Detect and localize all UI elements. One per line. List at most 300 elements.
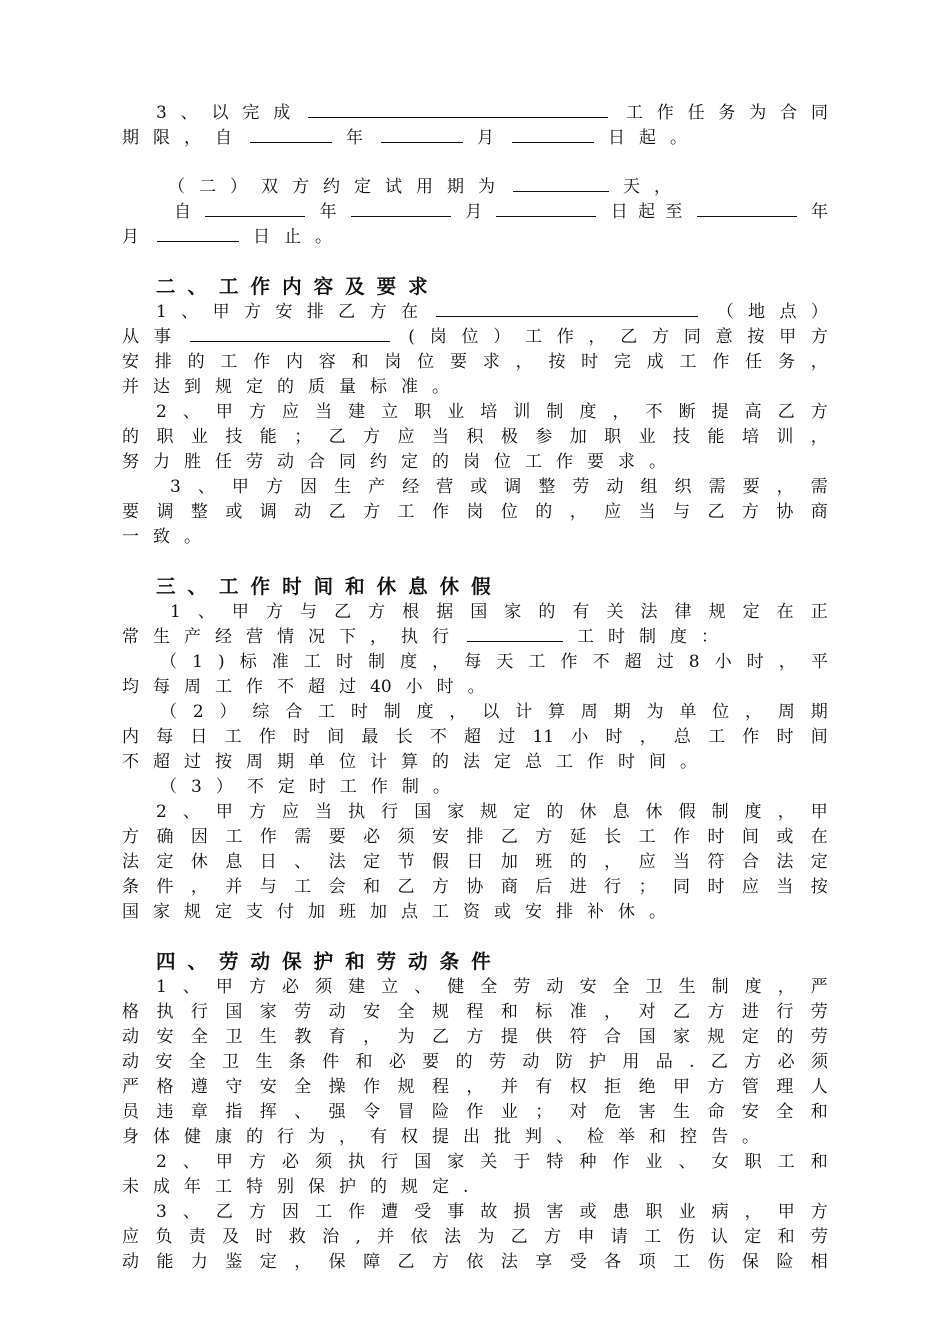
text-char: 、 [182,402,200,422]
text-char: 任 [745,352,763,372]
text-char: 保 [741,1252,759,1272]
text-char: ； [535,1102,553,1122]
document-page [122,98,828,1272]
text-char: 参 [535,427,553,447]
text-char: 作 [258,727,276,747]
text-char: 方 [363,427,381,447]
text-char: 法 [500,1252,518,1272]
text-char: 时 [707,827,725,847]
text-char: 方 [248,1152,266,1172]
text-char: 自 [215,128,232,148]
text-char: 极 [500,427,518,447]
text-char: 会 [328,877,346,897]
text-char: 合 [604,1027,622,1047]
text-char: ， [363,1027,381,1047]
text-char: 质 [308,377,325,397]
text-char: 。 [649,902,666,922]
text-char: 作 [246,677,263,697]
text-char: 与 [673,502,690,522]
text-char: 应 [122,1227,139,1247]
text-char: 算 [547,702,565,722]
text-line [122,972,828,997]
text-char: 地 [748,302,766,322]
fill-in-blank[interactable] [351,198,451,217]
heading-char: 条 [439,950,460,973]
text-line [122,123,828,148]
heading-char: 动 [408,950,428,973]
fill-in-blank[interactable] [512,124,594,143]
text-char: 规 [431,1002,449,1022]
text-char: 动 [122,1252,139,1272]
heading-char: 求 [408,275,428,298]
text-char: ） [810,302,828,322]
text-line [122,372,828,397]
text-char: 管 [741,1077,759,1097]
text-char: 为 [308,1127,325,1147]
text-char: 并 [122,377,139,397]
text-char: 间 [327,727,345,747]
text-char: 责 [188,1227,206,1247]
text-char: 命 [707,1102,725,1122]
text-char: 时 [707,877,725,897]
text-line [122,747,828,772]
text-char: 方 [248,802,266,822]
text-char: 建 [348,402,366,422]
fill-in-blank[interactable] [190,323,390,342]
text-char: 生 [259,1027,277,1047]
text-char: 点 [401,902,418,922]
text-char: 劳 [488,1052,506,1072]
text-char: 内 [122,727,139,747]
text-char: 位 [500,502,518,522]
text-char: 卫 [222,1052,240,1072]
text-char: 符 [569,1027,587,1047]
text-char: 全 [397,1002,415,1022]
text-char: 时 [608,627,625,647]
text-char: 周 [246,752,263,772]
text-char: 成 [153,1177,170,1197]
text-char: 度 [416,702,434,722]
text-char: 到 [184,377,201,397]
text-char: 准 [271,652,289,672]
text-char: 协 [466,877,484,897]
text-char: 各 [604,1252,622,1272]
text-char: . [689,1052,695,1072]
text-char: 工 [525,452,542,472]
text-char: 须 [810,1052,828,1072]
text-char: 积 [466,427,484,447]
text-char: ， [810,427,828,447]
text-char: 损 [513,1202,531,1222]
text-char: 安 [741,1102,759,1122]
text-char: 乙 [397,1252,415,1272]
fill-in-blank[interactable] [308,99,608,118]
text-char: 甲 [673,1077,690,1097]
text-char: 故 [480,1202,498,1222]
text-char: 在 [810,827,828,847]
text-char: 天 [496,652,514,672]
fill-in-blank[interactable] [250,124,332,143]
text-char: 必 [282,1152,300,1172]
text-char: 方 [707,1002,725,1022]
text-char: 康 [215,1127,232,1147]
text-char: 方 [810,402,828,422]
text-char: 意 [715,327,733,347]
text-char: 、 [197,602,215,622]
text-line [122,422,828,447]
text-char: 为 [477,1227,495,1247]
text-char: 超 [308,677,325,697]
text-char: 计 [370,752,387,772]
text-char: 工 [525,327,542,347]
text-char: 、 [294,852,312,872]
text-char: 行 [381,802,399,822]
text-char: 需 [810,477,828,497]
text-char: 乙 [777,402,795,422]
text-char: 、 [294,1102,312,1122]
text-char: 与 [259,877,277,897]
text-char: 甲 [215,977,233,997]
text-char: 在 [776,602,794,622]
text-char: 家 [673,1027,690,1047]
text-char: 按 [548,352,566,372]
fill-in-blank[interactable] [513,173,609,192]
text-char: 甲 [215,802,233,822]
text-char: 事 [447,1202,465,1222]
text-char: 和 [355,1052,373,1072]
text-char: 或 [776,827,794,847]
text-char: 批 [494,1127,511,1147]
text-char: 每 [464,652,482,672]
text-char: 工 [432,902,449,922]
text-char: 工 [577,627,594,647]
heading-char: 时 [282,575,302,598]
heading-char: 工 [219,575,239,598]
text-line [122,622,828,647]
text-char: 调 [156,502,174,522]
text-char: 度 [744,977,762,997]
text-line [122,197,828,222]
text-char: 工 [303,652,321,672]
text-char: 1 [192,652,203,672]
text-char: 险 [431,1102,449,1122]
text-char: 严 [122,1077,139,1097]
text-char: 岗 [466,502,484,522]
text-char: 天 [623,177,640,197]
text-line [122,1122,828,1147]
text-char: 小 [714,652,732,672]
text-char: 应 [282,802,300,822]
text-char: 同 [673,877,690,897]
text-char: 努 [122,452,139,472]
text-char: 二 [199,177,216,197]
text-char: 或 [579,1202,597,1222]
text-char: 控 [680,1127,697,1147]
text-char: 制 [711,802,729,822]
text-char: 时 [255,1227,273,1247]
text-char: 。 [742,1127,759,1147]
text-char: 作 [363,1077,381,1097]
text-char: 件 [322,1052,340,1072]
text-char: 的 [455,1052,473,1072]
text-char: ， [612,402,630,422]
text-char: 根 [402,602,420,622]
text-char: 劳 [572,477,590,497]
text-char: 超 [153,752,170,772]
text-char: 同 [810,103,828,123]
text-char: 全 [190,1027,208,1047]
text-char: ； [638,877,656,897]
text-char: 和 [649,1127,666,1147]
text-char: 家 [447,1152,465,1172]
text-char: （ [160,652,177,672]
text-char: 受 [414,1202,432,1222]
text-char: 期 [122,128,139,148]
text-char: 排 [466,827,484,847]
text-char: 、 [414,977,432,997]
text-char: 以 [482,702,500,722]
text-char: 的 [432,452,449,472]
text-char: 限 [153,128,170,148]
text-char: 3 [191,777,202,797]
text-char: ， [604,852,622,872]
text-char: 节 [397,852,415,872]
text-char: 定 [215,902,232,922]
text-char: 制 [546,402,564,422]
heading-char: 保 [282,950,302,973]
text-char: 、 [197,477,215,497]
text-char: 同 [339,452,356,472]
text-char: 作 [612,1152,630,1172]
text-char: 整 [538,477,556,497]
text-char: 法 [776,852,794,872]
text-char: ， [654,177,671,197]
text-char: ， [778,652,796,672]
heading-char: 、 [187,950,208,973]
text-char: 健 [184,1127,201,1147]
text-char: 位 [461,327,479,347]
text-char: 最 [361,727,379,747]
text-char: ( [408,327,415,347]
text-char: 下 [339,627,356,647]
text-line [122,597,828,622]
text-char: ） [493,327,511,347]
fill-in-blank[interactable] [496,198,596,217]
text-char: 请 [610,1227,628,1247]
text-char: 乙 [510,1227,528,1247]
text-line [122,1022,828,1047]
heading-char: 工 [219,275,239,298]
text-char: 时 [746,652,764,672]
text-line [122,1147,828,1172]
text-char: 生 [678,977,696,997]
text-char: 冒 [397,1102,415,1122]
text-char: 规 [215,377,232,397]
heading-char: 容 [313,275,334,298]
text-char: 要 [587,452,604,472]
text-char: 期 [810,702,828,722]
text-char: 单 [308,752,325,772]
text-char: 产 [184,627,201,647]
text-char: 方 [707,1077,725,1097]
text-line [122,172,828,197]
text-char: 时 [350,702,368,722]
heading-char: 二 [156,275,176,298]
text-char: ， [776,477,794,497]
text-char: 工 [625,103,643,123]
text-line [122,347,828,372]
text-char: 2 [156,1152,167,1172]
text-char: 情 [277,627,294,647]
heading-char: 作 [250,575,271,598]
text-char: 务 [777,352,795,372]
text-char: 法 [463,752,480,772]
text-char: 认 [710,1227,728,1247]
text-char: 防 [555,1052,573,1072]
text-line [122,1047,828,1072]
text-char: 方 [741,502,759,522]
text-char: 职 [604,427,622,447]
text-char: 国 [414,802,432,822]
text-char: 期 [277,752,294,772]
text-char: 休 [645,802,663,822]
text-char: 因 [282,1202,300,1222]
text-char: 合 [780,103,798,123]
fill-in-blank[interactable] [157,223,239,242]
text-char: 定 [513,802,531,822]
text-char: 成 [646,352,664,372]
text-line [122,1097,828,1122]
text-char: 3 [156,1202,167,1222]
text-char: 或 [470,477,488,497]
heading-char: 作 [250,275,271,298]
text-char: 年 [319,202,337,222]
text-char: ； [294,427,312,447]
text-char: 计 [515,702,533,722]
text-char: 、 [556,1127,573,1147]
text-line [122,772,828,797]
text-char: 方 [535,827,553,847]
text-char: 全 [612,977,630,997]
text-char: 规 [480,802,498,822]
text-char: 执 [401,627,418,647]
fill-in-blank[interactable] [436,298,698,317]
text-char: 年 [346,128,363,148]
text-char: 起 [639,128,656,148]
text-char: 位 [494,452,511,472]
text-char: 延 [569,827,587,847]
text-char: ， [604,1002,622,1022]
text-char: 乙 [673,1002,690,1022]
text-char: 全 [188,1052,206,1072]
fill-in-blank[interactable] [467,623,563,642]
text-char: 人 [810,1077,828,1097]
text-char: 按 [747,327,765,347]
text-char: 未 [122,1177,139,1197]
text-char: 与 [300,602,318,622]
text-char: 理 [776,1077,794,1097]
text-char: 行 [432,627,449,647]
text-char: 法 [444,1227,461,1247]
text-char: 日 [608,128,625,148]
text-char: 作 [259,827,277,847]
text-char: 合 [285,702,303,722]
text-char: 乙 [328,427,346,447]
text-char: 1 [156,977,167,997]
text-char: 。 [184,527,201,547]
text-char: 乙 [397,877,415,897]
text-char: 和 [351,352,369,372]
text-char: 甲 [777,1202,795,1222]
text-char: 的 [538,602,556,622]
text-char: 举 [618,1127,635,1147]
text-char: 全 [776,1102,794,1122]
text-char: 岗 [463,452,480,472]
text-char: 提 [711,402,729,422]
text-char: 享 [535,1252,553,1272]
fill-in-blank[interactable] [697,198,797,217]
text-char: 体 [153,1127,170,1147]
text-char: 依 [466,1252,484,1272]
text-char: 定 [744,1227,762,1247]
section-heading [122,571,828,597]
text-char: 位 [712,702,730,722]
text-char: 作 [556,327,574,347]
text-char: 。 [315,227,332,247]
text-char: ） [215,777,233,797]
text-char: 规 [184,902,201,922]
text-char: 休 [618,902,635,922]
text-char: 的 [569,852,587,872]
text-char: 定 [401,452,418,472]
text-char: 有 [535,1077,553,1097]
text-char: 方 [248,402,266,422]
text-char: 业 [638,427,656,447]
section-heading [122,946,828,972]
text-char: 训 [513,402,531,422]
text-char: 拒 [604,1077,622,1097]
text-char: 业 [645,1152,663,1172]
heading-char: 、 [187,275,208,298]
text-char: 定 [156,852,174,872]
text-char: 卫 [225,1027,243,1047]
text-char: 据 [436,602,454,622]
text-char: 周 [184,677,201,697]
fill-in-blank[interactable] [381,124,463,143]
text-char: 权 [569,1077,587,1097]
text-char: 班 [339,902,356,922]
text-char: 度 [400,652,418,672]
text-line [122,297,828,322]
text-char: 遵 [190,1077,208,1097]
text-char: 量 [339,377,356,397]
fill-in-blank[interactable] [205,198,305,217]
text-char: 行 [277,1127,294,1147]
text-char: 从 [122,327,139,347]
text-line [122,1072,828,1097]
text-char: 工 [339,777,357,797]
text-line [122,98,828,123]
text-line [122,497,828,522]
text-char: 进 [569,877,587,897]
text-char: 方 [265,602,283,622]
text-char: 长 [604,827,622,847]
text-line [122,397,828,422]
text-char: 不 [645,402,663,422]
text-char: 事 [153,327,171,347]
text-char: 伤 [707,1252,725,1272]
text-char: 伤 [677,1227,695,1247]
